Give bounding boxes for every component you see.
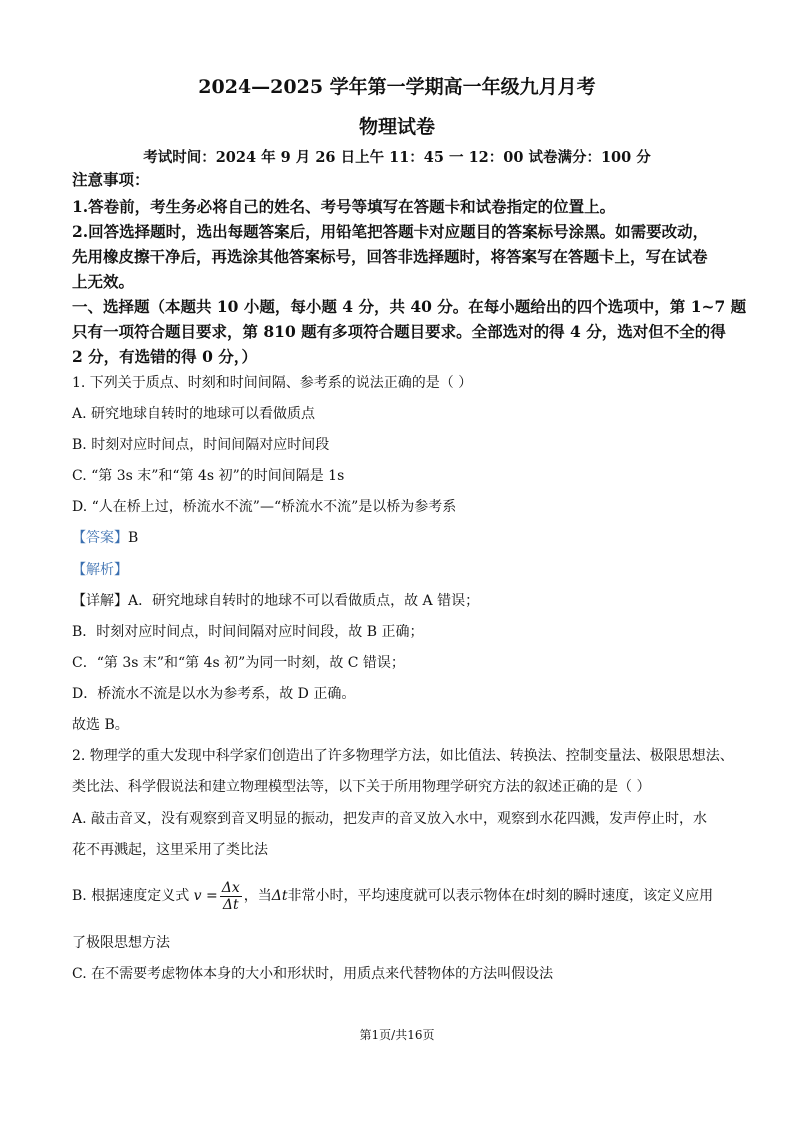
q1-option-d: D. “人在桥上过，桥流水不流”—“桥流水不流”是以桥为参考系 [72,499,457,515]
q2-option-b-line-1 [72,878,713,914]
q2-option-b-mid2: 非常小时，平均速度就可以表示物体在 [287,888,526,904]
q1-stem: 1. 下列关于质点、时刻和时间间隔、参考系的说法正确的是（ ） [72,375,473,391]
q1-detail-d: D．桥流水不流是以水为参考系，故 D 正确。 [72,686,356,702]
section-1-line-1: 一、选择题（本题共 10 小题，每小题 4 分，共 40 分。在每小题给出的四个选项中，第 1~7 题 [72,297,747,316]
t-symbol: t [525,888,532,904]
q1-detail-b: B．时刻对应时间点，时间间隔对应时间段，故 B 正确； [72,624,424,640]
exam-subtitle: 物理试卷 [358,116,435,138]
answer-tag: 【答案】 [72,530,128,546]
q2-option-b-line-2: 了极限思想方法 [72,935,170,951]
notes-item-2-line-2: 先用橡皮擦干净后，再选涂其他答案标号，回答非选择题时，将答案写在答题卡上，写在试卷 [72,247,708,266]
notes-item-2-line-3: 上无效。 [72,272,135,291]
delta-t-symbol: Δt [271,888,288,904]
section-1-line-3: 2 分，有选错的得 0 分，） [72,347,258,366]
q2-option-c: C. 在不需要考虑物体本身的大小和形状时，用质点来代替物体的方法叫假设法 [72,966,554,982]
velocity-symbol: v = [193,888,218,904]
q2-option-b-pre: B. 根据速度定义式 [72,888,190,904]
fraction-numerator: Δx [221,879,240,896]
page-footer: 第1页/共16页 [359,1028,435,1042]
q1-answer-line [72,528,138,548]
q1-conclusion: 故选 B。 [72,717,129,733]
q1-detail-a-line [72,591,479,611]
detail-tag: 【详解】 [72,593,128,609]
q2-stem-line-1: 2. 物理学的重大发现中科学家们创造出了许多物理学方法，如比值法、转换法、控制变量法、极限思想法、 [72,748,734,764]
notes-item-2-line-1: 2.回答选择题时，选出每题答案后，用铅笔把答题卡对应题目的答案标号涂黑。如需要改动， [72,222,709,241]
q1-option-b: B. 时刻对应时间点，时间间隔对应时间段 [72,437,330,453]
q2-option-b-post: 时刻的瞬时速度，该定义应用 [531,888,714,904]
q1-answer: B [128,530,139,546]
q1-detail-a: A．研究地球自转时的地球不可以看做质点，故 A 错误； [128,593,480,609]
q1-option-a: A. 研究地球自转时的地球可以看做质点 [72,406,316,422]
notes-item-1: 1.答卷前，考生务必将自己的姓名、考号等填写在答题卡和试卷指定的位置上。 [72,197,616,216]
q1-option-c: C. “第 3s 末”和“第 4s 初”的时间间隔是 1s [72,468,345,484]
q2-option-a-line-1: A. 敲击音叉，没有观察到音叉明显的振动，把发声的音叉放入水中，观察到水花四溅，发声停止时，水 [72,811,708,827]
analysis-tag: 【解析】 [72,562,128,578]
fraction-denominator: Δt [222,896,239,913]
exam-title: 2024—2025 学年第一学期高一年级九月月考 [198,76,596,98]
q2-stem-line-2: 类比法、科学假说法和建立物理模型法等，以下关于所用物理学研究方法的叙述正确的是（ ） [72,779,651,795]
q2-option-a-line-2: 花不再溅起，这里采用了类比法 [72,842,268,858]
q2-option-b-mid: ，当 [243,888,272,904]
velocity-fraction [220,880,242,913]
q1-detail-c: C．“第 3s 末”和“第 4s 初”为同一时刻，故 C 错误； [72,655,405,671]
exam-info: 考试时间：2024 年 9 月 26 日上午 11：45 一 12：00 试卷满分：100 分 [143,149,651,166]
notes-heading: 注意事项： [72,170,150,189]
section-1-line-2: 只有一项符合题目要求，第 810 题有多项符合题目要求。全部选对的得 4 分，选对但不全的得 [72,322,726,341]
